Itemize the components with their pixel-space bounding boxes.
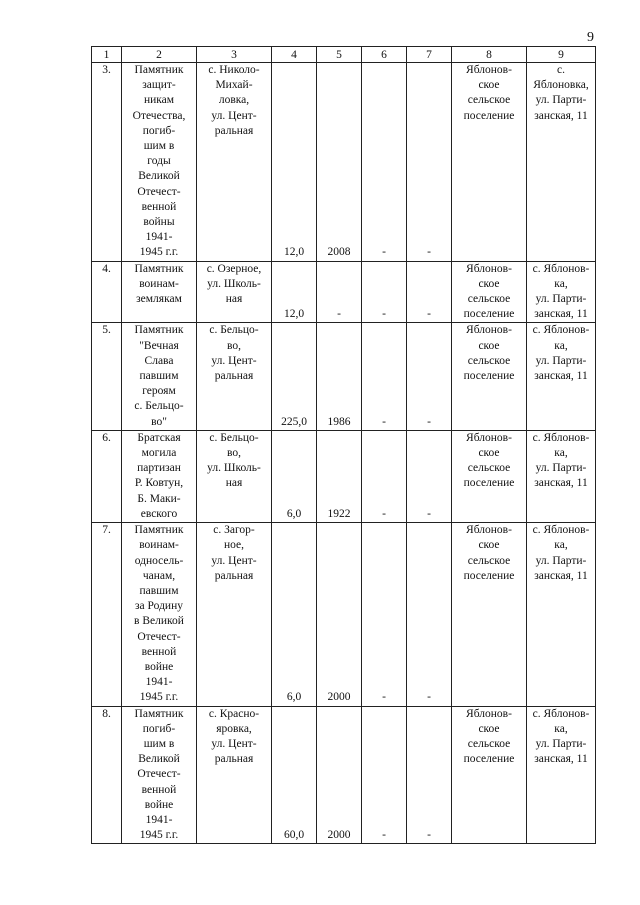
object-name: Памятник погиб- шим в Великой Отечест- венной войне 1941- 1945 г.г.	[122, 706, 197, 844]
monuments-table	[91, 46, 596, 844]
owner-address: с. Яблоновка, ул. Парти- занская, 11	[527, 63, 596, 262]
owner-name: Яблонов- ское сельское поселение	[452, 430, 527, 522]
area-value: 12,0	[272, 261, 317, 323]
column-7-value: -	[407, 323, 452, 430]
year-value: 1922	[317, 430, 362, 522]
column-7-value: -	[407, 63, 452, 262]
column-6-value: -	[362, 706, 407, 844]
object-location: с. Николо- Михай- ловка, ул. Цент- ральная	[197, 63, 272, 262]
area-value: 6,0	[272, 430, 317, 522]
table-row	[92, 323, 596, 430]
column-header: 8	[452, 47, 527, 63]
year-value: 1986	[317, 323, 362, 430]
column-header: 4	[272, 47, 317, 63]
column-7-value: -	[407, 261, 452, 323]
column-6-value: -	[362, 261, 407, 323]
column-6-value: -	[362, 523, 407, 706]
column-header: 9	[527, 47, 596, 63]
area-value: 12,0	[272, 63, 317, 262]
page-number: 9	[587, 30, 594, 45]
owner-address: с. Яблонов- ка, ул. Парти- занская, 11	[527, 706, 596, 844]
row-number: 4.	[92, 261, 122, 323]
year-value: 2000	[317, 523, 362, 706]
owner-address: с. Яблонов- ка, ул. Парти- занская, 11	[527, 323, 596, 430]
column-6-value: -	[362, 430, 407, 522]
table-row	[92, 261, 596, 323]
column-6-value: -	[362, 63, 407, 262]
object-name: Памятник защит- никам Отечества, погиб- шим в годы Великой Отечест- венной войны 1941- 1945 г.г.	[122, 63, 197, 262]
object-name: Памятник воинам- односель- чанам, павшим за Родину в Великой Отечест- венной войне 1941- 1945 г.г.	[122, 523, 197, 706]
object-name: Памятник "Вечная Слава павшим героям с. Бельцо- во"	[122, 323, 197, 430]
owner-name: Яблонов- ское сельское поселение	[452, 523, 527, 706]
object-location: с. Бельцо- во, ул. Школь- ная	[197, 430, 272, 522]
column-header: 1	[92, 47, 122, 63]
row-number: 5.	[92, 323, 122, 430]
object-location: с. Бельцо- во, ул. Цент- ральная	[197, 323, 272, 430]
row-number: 3.	[92, 63, 122, 262]
column-header: 5	[317, 47, 362, 63]
table-row	[92, 430, 596, 522]
column-6-value: -	[362, 323, 407, 430]
owner-address: с. Яблонов- ка, ул. Парти- занская, 11	[527, 523, 596, 706]
object-location: с. Красно- яровка, ул. Цент- ральная	[197, 706, 272, 844]
area-value: 6,0	[272, 523, 317, 706]
owner-address: с. Яблонов- ка, ул. Парти- занская, 11	[527, 430, 596, 522]
row-number: 8.	[92, 706, 122, 844]
object-location: с. Озерное, ул. Школь- ная	[197, 261, 272, 323]
column-header: 3	[197, 47, 272, 63]
row-number: 7.	[92, 523, 122, 706]
object-name: Братская могила партизан Р. Ковтун, Б. Маки- евского	[122, 430, 197, 522]
column-7-value: -	[407, 430, 452, 522]
column-7-value: -	[407, 523, 452, 706]
column-header: 7	[407, 47, 452, 63]
year-value: -	[317, 261, 362, 323]
column-header: 2	[122, 47, 197, 63]
year-value: 2008	[317, 63, 362, 262]
column-header: 6	[362, 47, 407, 63]
table-row	[92, 706, 596, 844]
table-row	[92, 523, 596, 706]
owner-name: Яблонов- ское сельское поселение	[452, 706, 527, 844]
area-value: 225,0	[272, 323, 317, 430]
column-7-value: -	[407, 706, 452, 844]
row-number: 6.	[92, 430, 122, 522]
area-value: 60,0	[272, 706, 317, 844]
column-number-row	[92, 47, 596, 63]
year-value: 2000	[317, 706, 362, 844]
owner-name: Яблонов- ское сельское поселение	[452, 261, 527, 323]
owner-name: Яблонов- ское сельское поселение	[452, 323, 527, 430]
object-location: с. Загор- ное, ул. Цент- ральная	[197, 523, 272, 706]
table-row	[92, 63, 596, 262]
object-name: Памятник воинам- землякам	[122, 261, 197, 323]
owner-name: Яблонов- ское сельское поселение	[452, 63, 527, 262]
owner-address: с. Яблонов- ка, ул. Парти- занская, 11	[527, 261, 596, 323]
